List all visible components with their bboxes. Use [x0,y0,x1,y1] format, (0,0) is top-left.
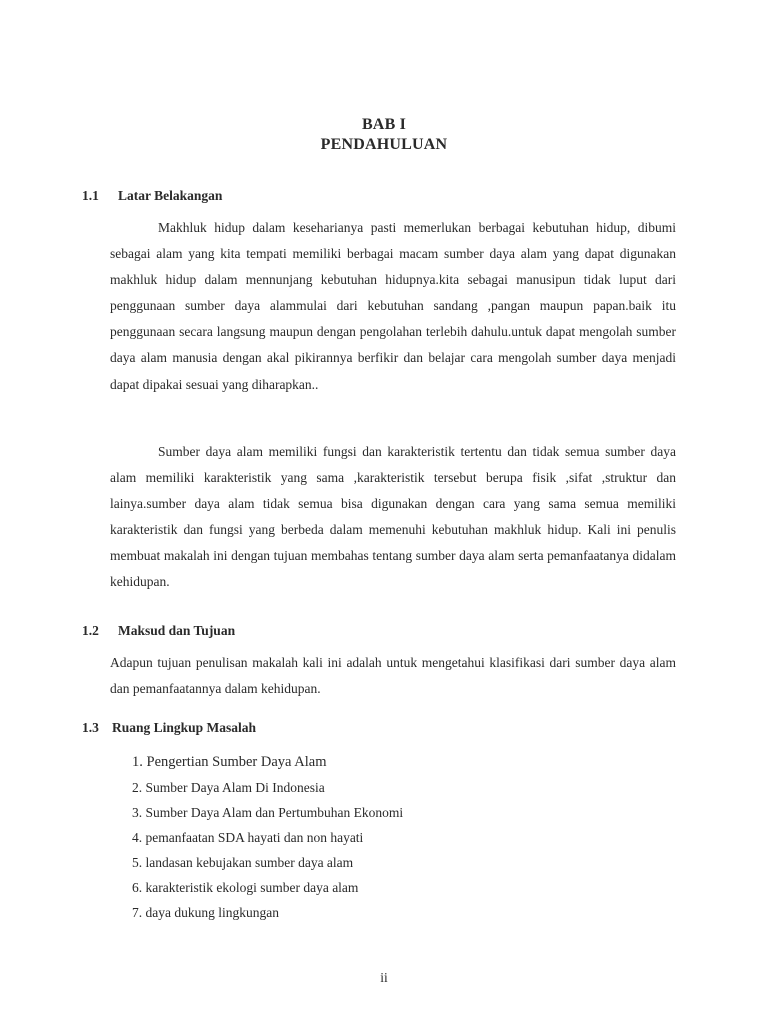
paragraph-latar-1: Makhluk hidup dalam keseharianya pasti memerlukan berbagai kebutuhan hidup, dibumi sebagai alam yang kita tempati memiliki berbagai macam sumber daya alam yang dapat digunakan makhluk hidup dalam mennunjang kebutuhan hidupnya.kita sebagai manusipun tidak luput dari penggunaan sumber daya alammulai dari kebutuhan sandang ,pangan maupun papan.baik itu penggunaan secara langsung maupun dengan pengolahan terlebih dahulu.untuk dapat mengolah sumber daya alam manusia dengan akal pikirannya berfikir dan belajar cara mengolah sumber daya menjadi dapat dipakai sesuai yang diharapkan.. [110,220,676,392]
page-number: ii [380,970,388,985]
chapter-title: PENDAHULUAN [320,136,448,153]
list-item: 6. karakteristik ekologi sumber daya alam [132,880,359,895]
section-title: Maksud dan Tujuan [118,623,236,638]
list-item: 5. landasan kebujakan sumber daya alam [132,855,354,870]
section-number: 1.3 [82,720,99,735]
list-item: 4. pemanfaatan SDA hayati dan non hayati [132,830,364,845]
paragraph-tujuan: Adapun tujuan penulisan makalah kali ini adalah untuk mengetahui klasifikasi dari sumber daya alam dan pemanfaatannya dalam kehidupan. [110,655,676,697]
list-item: 1. Pengertian Sumber Daya Alam [132,754,327,770]
list-item: 2. Sumber Daya Alam Di Indonesia [132,780,325,795]
section-number: 1.2 [82,623,99,638]
chapter-label: BAB I [361,116,407,133]
list-item: 3. Sumber Daya Alam dan Pertumbuhan Ekonomi [132,805,404,820]
paragraph-latar-2: Sumber daya alam memiliki fungsi dan karakteristik tertentu dan tidak semua sumber daya alam memiliki karakteristik yang sama ,karakteristik tersebut berupa fisik ,sifat ,struktur dan lainya.sumber daya alam tidak semua bisa digunakan dengan cara yang sama semua memiliki karakteristik dan fungsi yang berbeda dalam memenuhi kebutuhan makhluk hidup. Kali ini penulis membuat makalah ini dengan tujuan membahas tentang sumber daya alam serta pemanfaatanya didalam kehidupan. [110,444,676,590]
section-heading-1-3 [82,720,256,736]
section-title: Latar Belakangan [118,188,223,203]
section-heading-1-2 [82,623,235,639]
scope-list [132,750,403,925]
list-item: 7. daya dukung lingkungan [132,905,279,920]
section-number: 1.1 [82,188,99,203]
section-heading-1-1 [82,188,222,204]
section-title: Ruang Lingkup Masalah [112,720,257,735]
